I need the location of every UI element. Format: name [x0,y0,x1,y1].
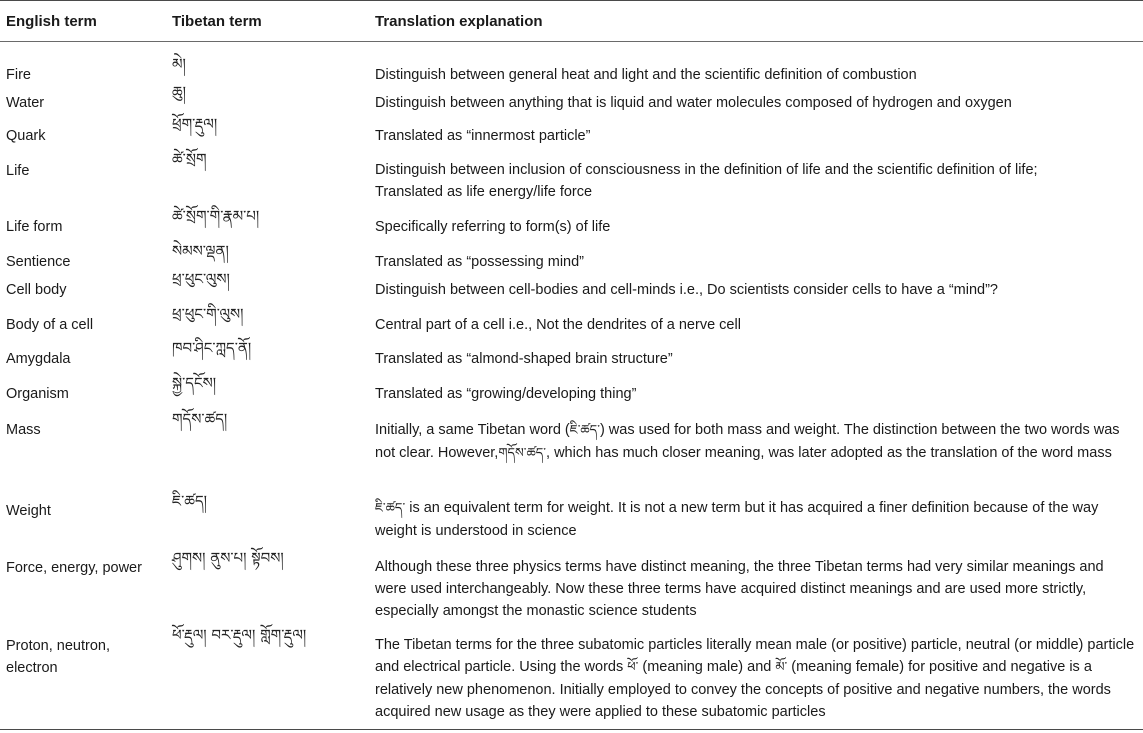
tibetan-term: ཕོ་རྡུལ། བར་རྡུལ། གློག་རྡུལ། [172,626,307,644]
translation-explanation: The Tibetan terms for the three subatomic particles literally mean male (or positive) particle, neutral (or middle) particle and electrical particle. Using the words ཕོ་ (meaning male) and མོ་ (meaning female) for positive and negative is a relatively new phenomenon. Initially employed to convey the concepts of positive and negative numbers, the words acquired new usage as they were applied to these subatomic particles [375,637,1135,720]
tibetan-term: ཕྲོག་རྡུལ། [172,115,218,133]
english-term: Fire [6,67,31,83]
translation-explanation: Initially, a same Tibetan word (ཇི་ཚད་) was used for both mass and weight. The distinction between the two words was not clear. However,གདོས་ཚད་, which has much closer meaning, was later adopted as the translation of the word mass [375,422,1120,461]
english-term: Mass [6,422,41,438]
tibetan-term: ཤུགས། ནུས་པ། སྟོབས། [172,549,284,567]
tibetan-term: ཆུ། [172,83,187,101]
tibetan-term: སྐྱེ་དངོས། [172,374,217,392]
tibetan-term: ཚེ་སྲོག་གི་རྣམ་པ། [172,207,260,225]
english-term: Amygdala [6,351,71,367]
english-term: Organism [6,386,69,402]
translation-explanation: Distinguish between general heat and light and the scientific definition of combustion [375,67,917,83]
translation-explanation: Translated as “growing/developing thing” [375,386,637,402]
english-term: Life form [6,219,63,235]
tibetan-term: ཕྲ་ཕུང་ལུས། [172,270,230,288]
table-bottom-rule [0,729,1143,730]
english-term: Body of a cell [6,317,94,333]
tibetan-term: ཕྲ་ཕུང་གི་ལུས། [172,305,244,323]
translation-explanation: Translated as “almond-shaped brain structure” [375,351,673,367]
english-term: Sentience [6,254,71,270]
header-tibetan-term: Tibetan term [172,13,262,30]
translation-explanation: Translated as “innermost particle” [375,128,591,144]
english-term: Force, energy, power [6,560,142,576]
english-term: Proton, neutron, electron [6,638,110,676]
header-english-term: English term [6,13,97,30]
tibetan-term: ཁབ་ཤིང་ཀླད་ནོ། [172,339,252,357]
tibetan-term: སེམས་ལྡན། [172,242,229,260]
table-top-rule [0,0,1143,1]
translation-explanation: Specifically referring to form(s) of life [375,219,611,235]
translation-explanation: Distinguish between anything that is liquid and water molecules composed of hydrogen and oxygen [375,95,1012,111]
english-term: Life [6,163,30,179]
translation-explanation: Distinguish between inclusion of consciousness in the definition of life and the scientific definition of life; Translated as life energy/life force [375,162,1038,200]
translation-explanation: Translated as “possessing mind” [375,254,584,270]
tibetan-term: མེ། [172,55,186,73]
translation-explanation: Although these three physics terms have distinct meaning, the three Tibetan terms had very similar meanings and were used interchangeably. Now these three terms have acquired distinct meanings and are used more strictly, especially amongst the monastic science students [375,559,1104,619]
tibetan-term: གདོས་ཚད། [172,410,228,428]
english-term: Quark [6,128,46,144]
tibetan-term: ཚེ་སྲོག [172,150,207,168]
english-term: Weight [6,503,51,519]
header-rule [0,41,1143,42]
translation-explanation: Distinguish between cell-bodies and cell-minds i.e., Do scientists consider cells to have a “mind”? [375,282,998,298]
english-term: Cell body [6,282,67,298]
header-translation-explanation: Translation explanation [375,13,543,30]
translation-explanation: Central part of a cell i.e., Not the dendrites of a nerve cell [375,317,741,333]
english-term: Water [6,95,45,111]
tibetan-term: ཇི་ཚད། [172,492,207,510]
translation-explanation: ཇི་ཚད་ is an equivalent term for weight. It is not a new term but it has acquired a finer definition because of the way weight is understood in science [375,500,1099,539]
